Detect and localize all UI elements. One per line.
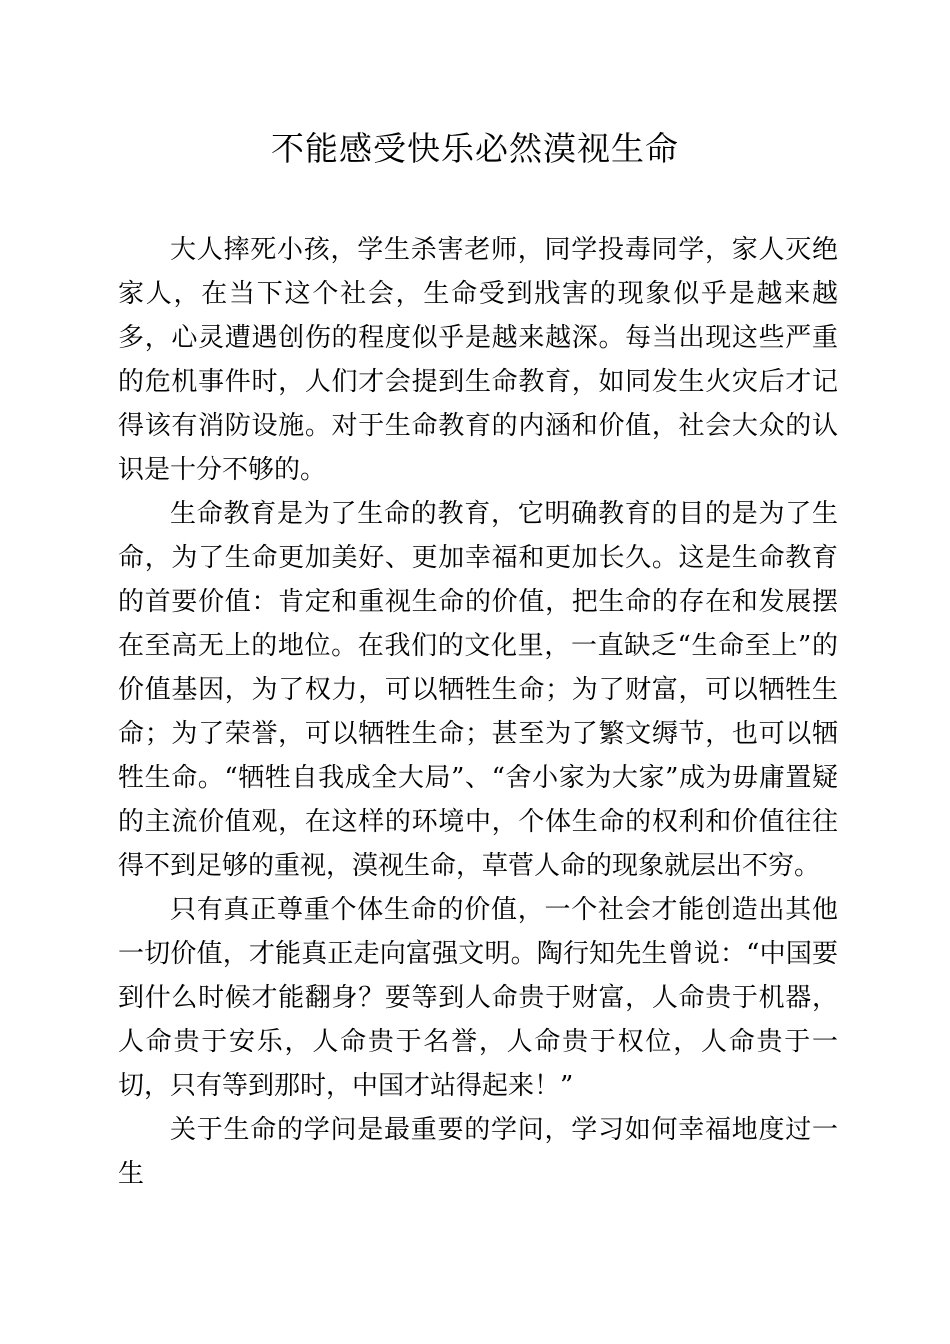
paragraph-4: 关于生命的学问是最重要的学问，学习如何幸福地度过一生 — [118, 1115, 838, 1189]
document-title: 不能感受快乐必然漠视生命 — [271, 129, 679, 168]
paragraph-3: 只有真正尊重个体生命的价值，一个社会才能创造出其他一切价值，才能真正走向富强文明。陶行知先生曾说：“中国要到什么时候才能翻身？要等到人命贵于财富，人命贵于机器，人命贵于安乐，人命贵于名誉，人命贵于权位，人命贵于一切，只有等到那时，中国才站得起来！” — [118, 895, 838, 1101]
document-body — [118, 228, 838, 1196]
paragraph-2: 生命教育是为了生命的教育，它明确教育的目的是为了生命，为了生命更加美好、更加幸福和更加长久。这是生命教育的首要价值：肯定和重视生命的价值，把生命的存在和发展摆在至高无上的地位。在我们的文化里，一直缺乏“生命至上”的价值基因，为了权力，可以牺牲生命；为了财富，可以牺牲生命；为了荣誉，可以牺牲生命；甚至为了繁文缛节，也可以牺牲生命。“牺牲自我成全大局”、“舍小家为大家”成为毋庸置疑的主流价值观，在这样的环境中，个体生命的权利和价值往往得不到足够的重视，漠视生命，草菅人命的现象就层出不穷。 — [118, 499, 838, 881]
paragraph-1: 大人摔死小孩，学生杀害老师，同学投毒同学，家人灭绝家人，在当下这个社会，生命受到戕害的现象似乎是越来越多，心灵遭遇创伤的程度似乎是越来越深。每当出现这些严重的危机事件时，人们才会提到生命教育，如同发生火灾后才记得该有消防设施。对于生命教育的内涵和价值，社会大众的认识是十分不够的。 — [118, 235, 838, 485]
